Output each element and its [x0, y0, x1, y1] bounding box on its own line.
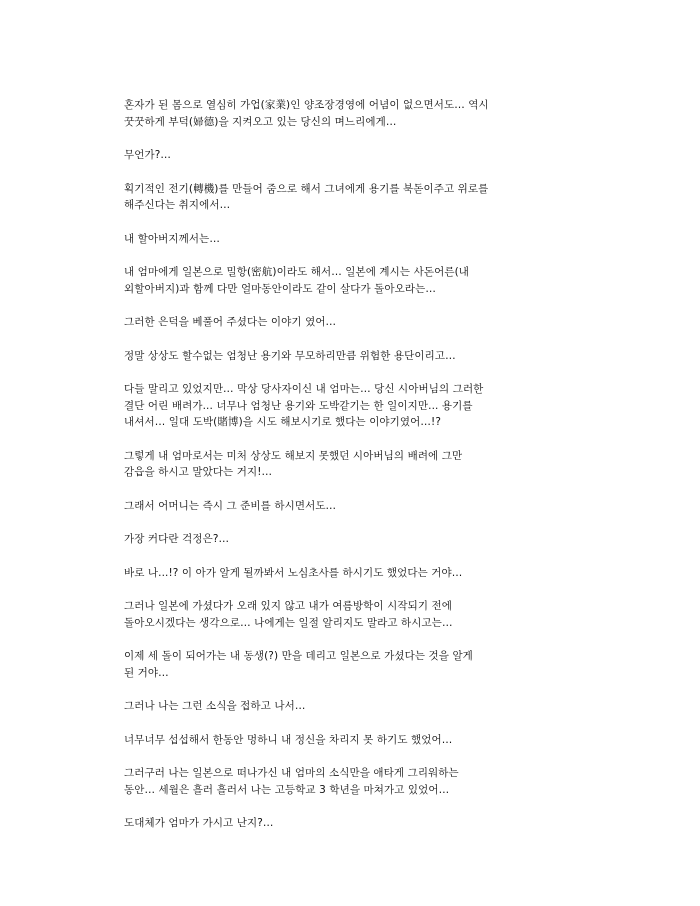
document-body [124, 97, 576, 849]
paragraph: 혼자가 된 몸으로 열심히 가업(家業)인 양조장경영에 어념이 없으면서도… 역시 꿋꿋하게 부덕(婦德)을 지켜오고 있는 당신의 며느리에게… [124, 99, 489, 128]
paragraph: 바로 나...!? 이 아가 알게 될까봐서 노심초사를 하시기도 했었다는 거야… [124, 566, 463, 579]
paragraph: 내 엄마에게 일본으로 밀항(密航)이라도 해서… 일본에 계시는 사돈어른(내 외할아버지)과 함께 다만 얼마동안이라도 같이 살다가 돌아오라는… [124, 266, 470, 295]
paragraph: 획기적인 전기(轉機)를 만들어 줌으로 해서 그녀에게 용기를 북돋이주고 위로를 해주신다는 취지에서… [124, 182, 489, 211]
paragraph: 정말 상상도 할수없는 엄청난 용기와 무모하리만큼 위험한 용단이리고… [124, 349, 456, 362]
paragraph: 그러나 일본에 가셨다가 오래 있지 않고 내가 여름방학이 시작되기 전에 돌아오시겠다는 생각으로… 나에게는 일절 알리지도 말라고 하시고는… [124, 600, 453, 629]
paragraph: 그래서 어머니는 즉시 그 준비를 하시면서도… [124, 499, 337, 512]
paragraph: 그러나 나는 그런 소식을 접하고 나서… [124, 700, 306, 712]
paragraph: 무언가?… [124, 149, 172, 161]
paragraph: 그렇게 내 엄마로서는 미처 상상도 해보지 못했던 시아버님의 배려에 그만 감읍을 하시고 말았다는 거지!… [124, 449, 463, 478]
paragraph: 내 할아버지께서는… [124, 232, 220, 245]
paragraph: 그러한 은덕을 베풀어 주셨다는 이야기 였어… [124, 316, 337, 328]
paragraph: 그러구러 나는 일본으로 떠나가신 내 엄마의 소식만을 애타게 그리워하는 동안… 세월은 흘러 흘러서 나는 고등학교 3 학년을 마쳐가고 있었어… [124, 767, 459, 796]
paragraph: 이제 세 돌이 되어가는 내 동생(?) 만을 데리고 일본으로 가셨다는 것을 알게 된 거야… [124, 650, 473, 679]
paragraph: 가장 커다란 걱정은?… [124, 533, 230, 545]
paragraph: 너무너무 섭섭해서 한동안 멍하니 내 정신을 차리지 못 하기도 했었어… [124, 733, 453, 746]
paragraph: 다들 말리고 있었지만… 막상 당사자이신 내 엄마는… 당신 시아버님의 그러한 결단 어린 배려가... 너무나 엄청난 용기와 도박같기는 한 일이지만... 용기를 내셔서… 일대 도박(賭博)을 시도 해보시기로 했다는 이야기였어…!? [124, 383, 484, 428]
paragraph: 도대체가 엄마가 가시고 난지?… [124, 817, 274, 829]
